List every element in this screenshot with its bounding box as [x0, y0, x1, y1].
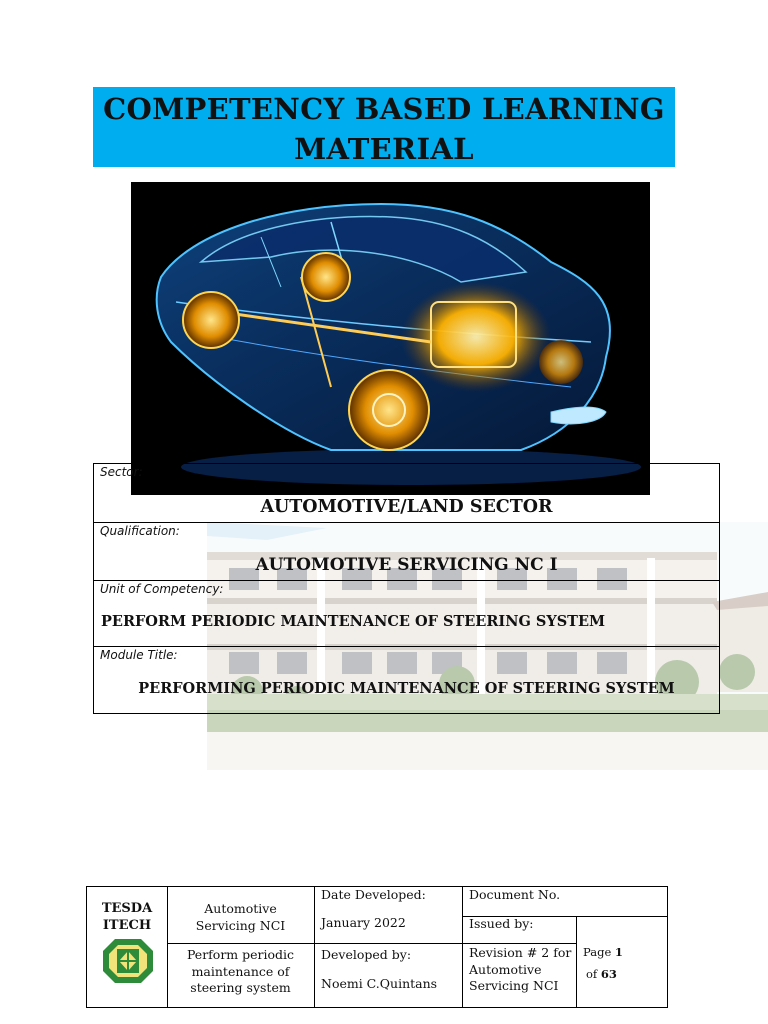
page-of-label: of: [586, 967, 598, 981]
sector-label: Sector:: [100, 465, 143, 479]
footer-module-line1: Perform periodic: [186, 947, 295, 962]
footer-qualification-line1: Automotive: [204, 901, 277, 916]
qualification-value: AUTOMOTIVE SERVICING NC I: [255, 555, 558, 575]
revision-line2: Automotive: [469, 961, 542, 977]
org-name: [87, 900, 167, 934]
org-name-line2: ITECH: [102, 918, 152, 933]
date-developed-value: January 2022: [321, 915, 406, 930]
page-number: 1: [614, 945, 623, 959]
document-number-label: Document No.: [469, 887, 561, 902]
document-title-line2: MATERIAL: [294, 132, 474, 166]
org-name-line1: TESDA: [101, 901, 153, 916]
unit-value: PERFORM PERIODIC MAINTENANCE OF STEERING SYSTEM: [101, 613, 606, 630]
issued-by-label: Issued by:: [469, 916, 534, 931]
module-info-table: [93, 463, 720, 714]
developed-by-label: Developed by:: [321, 947, 412, 962]
unit-label: Unit of Competency:: [100, 582, 224, 596]
revision-info: [469, 945, 571, 995]
footer-qualification-line2: Servicing NCI: [195, 918, 286, 933]
page-label: Page: [583, 945, 612, 959]
module-row: [94, 647, 719, 714]
sector-value: AUTOMOTIVE/LAND SECTOR: [260, 497, 553, 517]
unit-row: [94, 581, 719, 647]
page-indicator: [583, 941, 623, 985]
sector-row: [94, 464, 719, 523]
module-label: Module Title:: [100, 648, 178, 662]
document-footer-table: [86, 886, 668, 1008]
developed-by-value: Noemi C.Quintans: [321, 976, 438, 991]
footer-module: [167, 947, 314, 997]
footer-module-line2: maintenance of: [191, 963, 290, 979]
tesda-logo: [103, 939, 153, 986]
car-xray-image: [131, 182, 650, 495]
page-total: 63: [600, 967, 617, 981]
footer-module-line3: steering system: [190, 980, 291, 995]
module-value: PERFORMING PERIODIC MAINTENANCE OF STEERING SYSTEM: [138, 680, 675, 697]
revision-line1: Revision # 2 for: [469, 945, 572, 960]
document-title-line1: COMPETENCY BASED LEARNING: [103, 92, 665, 126]
document-title-banner: [93, 87, 675, 167]
footer-qualification: [167, 900, 314, 934]
qualification-row: [94, 523, 719, 581]
date-developed-label: Date Developed:: [321, 887, 426, 902]
revision-line3: Servicing NCI: [469, 978, 559, 993]
qualification-label: Qualification:: [100, 524, 180, 538]
